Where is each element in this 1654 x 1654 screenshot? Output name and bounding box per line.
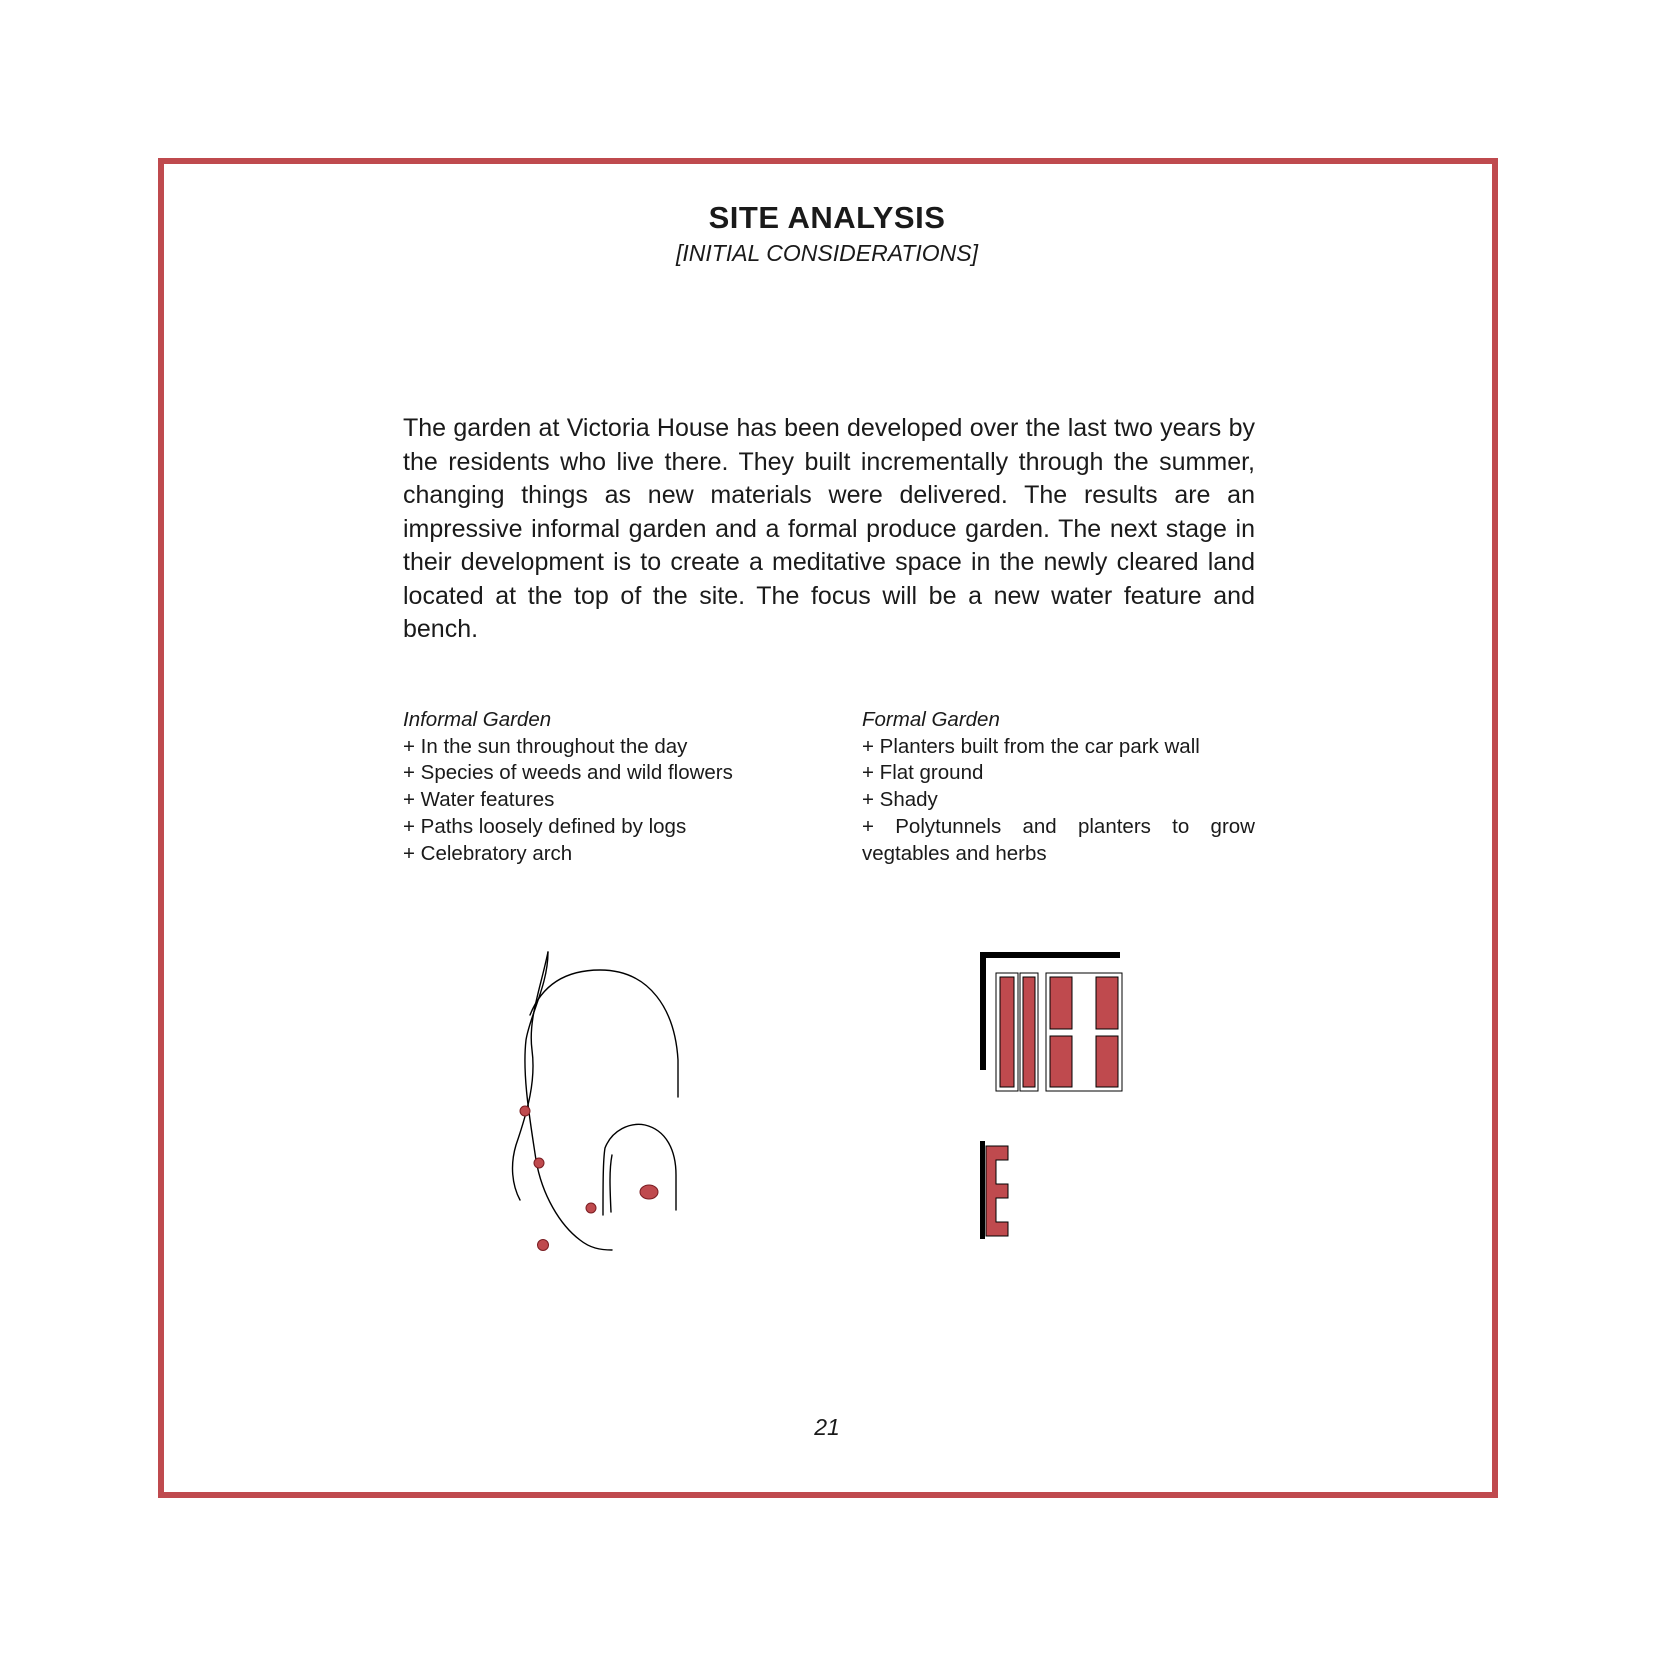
wall-lower (980, 1141, 985, 1239)
list-item: + Species of weeds and wild flowers (403, 761, 733, 785)
wall-top (980, 952, 1120, 958)
list-item: + Flat ground (862, 761, 984, 785)
planter (1000, 977, 1014, 1087)
list-item: + Shady (862, 788, 938, 812)
informal-garden-items (403, 734, 823, 868)
arch-outer (603, 1124, 676, 1215)
formal-garden-items (862, 734, 1255, 868)
formal-garden-list (862, 707, 1255, 867)
formal-garden-sketch (970, 945, 1130, 1245)
list-item: + Water features (403, 788, 555, 812)
arch-inner (610, 1155, 612, 1212)
planter-e-shape (986, 1146, 1008, 1236)
list-item: + Paths loosely defined by logs (403, 814, 687, 838)
intro-paragraph: The garden at Victoria House has been developed over the last two years by the residents who live there. They built incrementally through the summer, changing things as new materials were delivered. The results are an impressive informal garden and a formal produce garden. The next stage in their development is to create a meditative space in the newly cleared land located at the top of the site. The focus will be a new water feature and bench. (403, 414, 1255, 643)
page-frame (158, 158, 1498, 1498)
formal-garden-heading: Formal Garden (862, 708, 1000, 731)
page-subtitle: [INITIAL CONSIDERATIONS] (675, 240, 979, 266)
water-feature (534, 1158, 544, 1168)
planter (1050, 1036, 1072, 1087)
page-title: SITE ANALYSIS (708, 200, 946, 235)
planter (1096, 977, 1118, 1029)
list-item: + Celebratory arch (403, 841, 573, 865)
water-feature (538, 1240, 549, 1251)
water-feature (586, 1203, 596, 1213)
path-edge-outer (525, 952, 612, 1250)
water-feature (640, 1185, 658, 1199)
informal-garden-sketch (500, 940, 700, 1260)
planter (1023, 977, 1035, 1087)
page-number: 21 (814, 1414, 840, 1440)
list-item: + Planters built from the car park wall (862, 734, 1200, 758)
informal-garden-list (403, 707, 823, 867)
list-item: + In the sun throughout the day (403, 734, 688, 758)
water-feature (520, 1106, 530, 1116)
informal-garden-heading: Informal Garden (403, 708, 552, 731)
wall-left (980, 952, 986, 1070)
list-item: + Polytunnels and planters to grow vegtables and herbs (862, 814, 1255, 865)
planter (1096, 1036, 1118, 1087)
planter (1050, 977, 1072, 1029)
bed-outline (530, 970, 678, 1097)
